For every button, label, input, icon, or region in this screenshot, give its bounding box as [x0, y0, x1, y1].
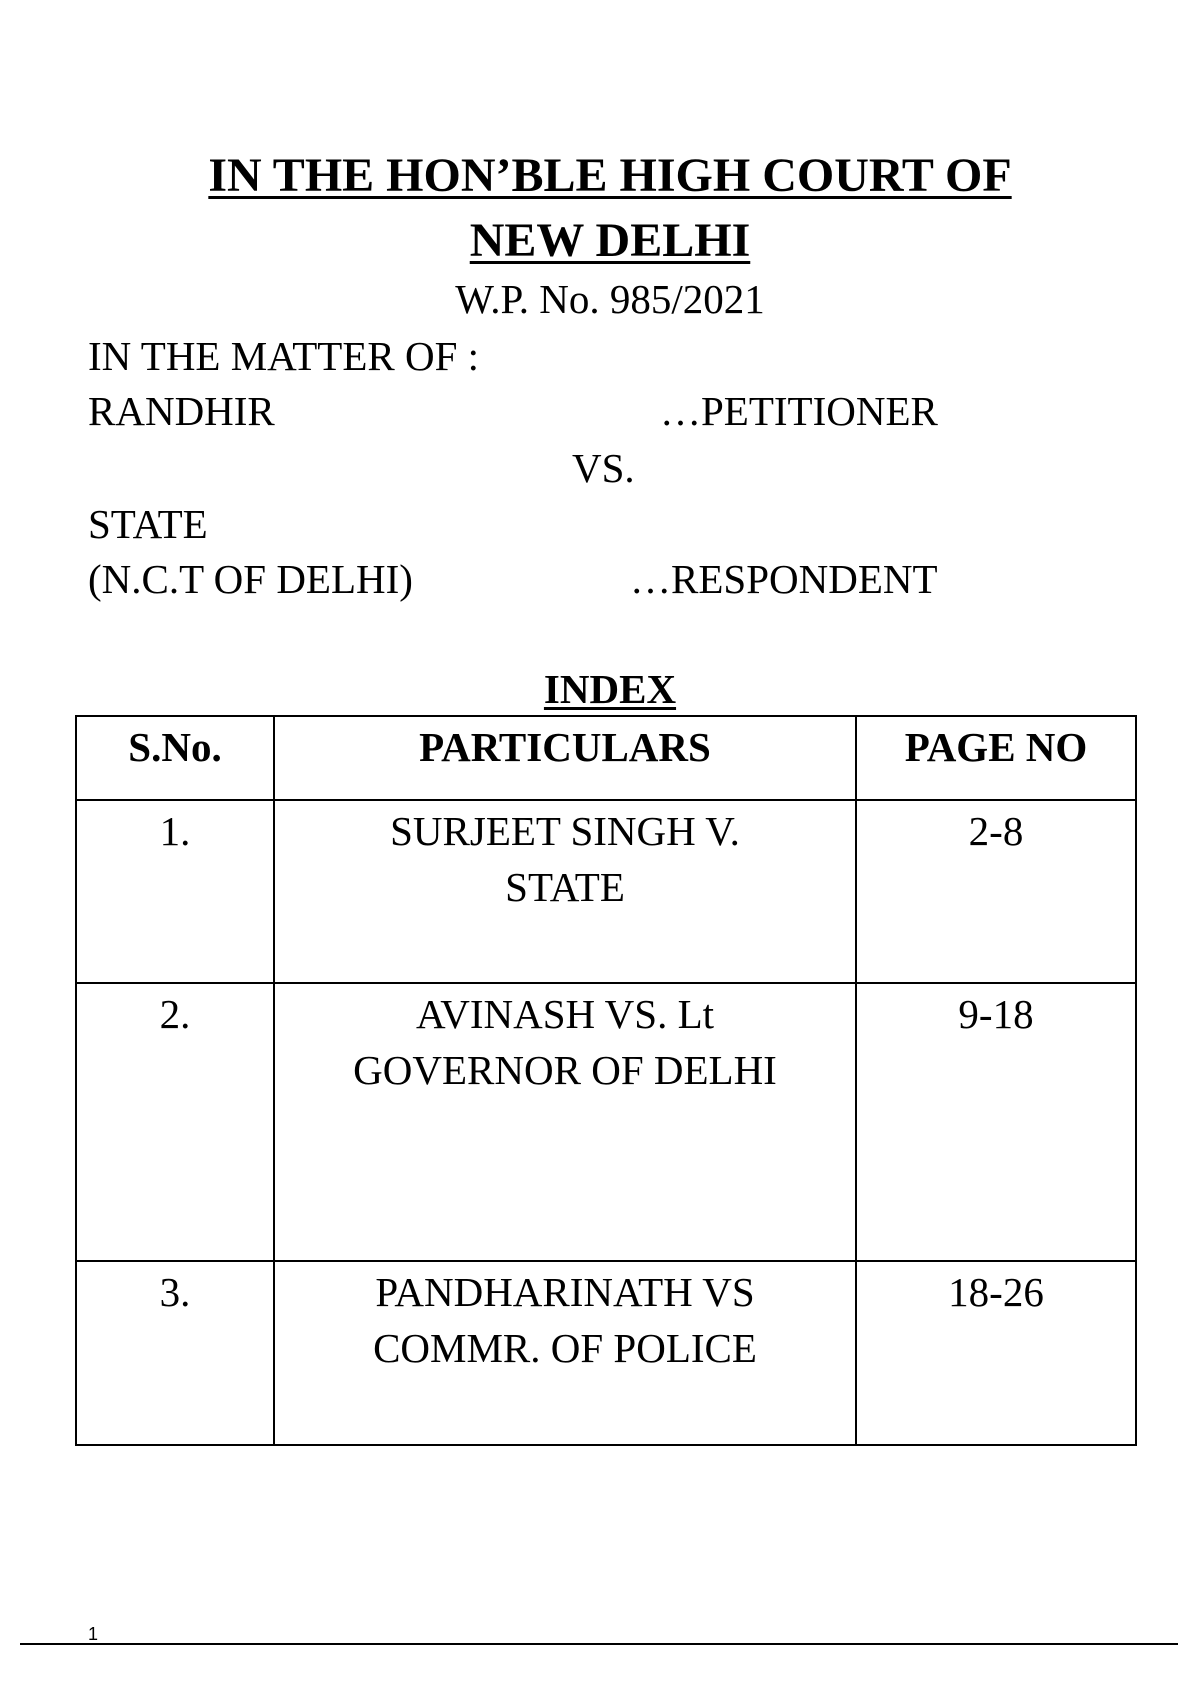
- petition-number: W.P. No. 985/2021: [455, 276, 765, 322]
- cell-sno: 3.: [76, 1261, 274, 1445]
- column-header-sno: S.No.: [76, 716, 274, 800]
- table-row: [76, 983, 1136, 1261]
- cell-pages: 9-18: [856, 983, 1136, 1261]
- particulars-line: PANDHARINATH VS: [375, 1269, 755, 1315]
- cell-particulars: [274, 800, 856, 983]
- cell-sno: 2.: [76, 983, 274, 1261]
- respondent-role: …RESPONDENT: [630, 556, 938, 602]
- page-number: 1: [88, 1624, 99, 1644]
- respondent-name-line2: (N.C.T OF DELHI): [88, 556, 413, 602]
- cell-particulars: [274, 1261, 856, 1445]
- index-table: [75, 715, 1137, 1446]
- cell-sno: 1.: [76, 800, 274, 983]
- index-heading: INDEX: [543, 666, 677, 712]
- table-row: [76, 1261, 1136, 1445]
- particulars-line: COMMR. OF POLICE: [373, 1325, 757, 1371]
- particulars-line: SURJEET SINGH V.: [390, 808, 740, 854]
- cell-particulars: [274, 983, 856, 1261]
- respondent-name-line1: STATE: [88, 501, 208, 547]
- particulars-line: GOVERNOR OF DELHI: [353, 1047, 777, 1093]
- particulars-line: AVINASH VS. Lt: [415, 991, 715, 1037]
- column-header-particulars: PARTICULARS: [274, 716, 856, 800]
- column-header-page-no: PAGE NO: [856, 716, 1136, 800]
- cell-pages: 2-8: [856, 800, 1136, 983]
- cell-pages: 18-26: [856, 1261, 1136, 1445]
- particulars-line: STATE: [505, 864, 625, 910]
- versus-label: VS.: [572, 445, 635, 491]
- petitioner-role: …PETITIONER: [660, 388, 938, 434]
- court-title-line2: NEW DELHI: [469, 214, 751, 267]
- table-row: [76, 800, 1136, 983]
- court-title-line1: IN THE HON’BLE HIGH COURT OF: [208, 149, 1012, 202]
- matter-label: IN THE MATTER OF :: [88, 333, 480, 379]
- table-header-row: [76, 716, 1136, 800]
- footer-divider: [20, 1643, 1178, 1645]
- petitioner-name: RANDHIR: [88, 388, 275, 434]
